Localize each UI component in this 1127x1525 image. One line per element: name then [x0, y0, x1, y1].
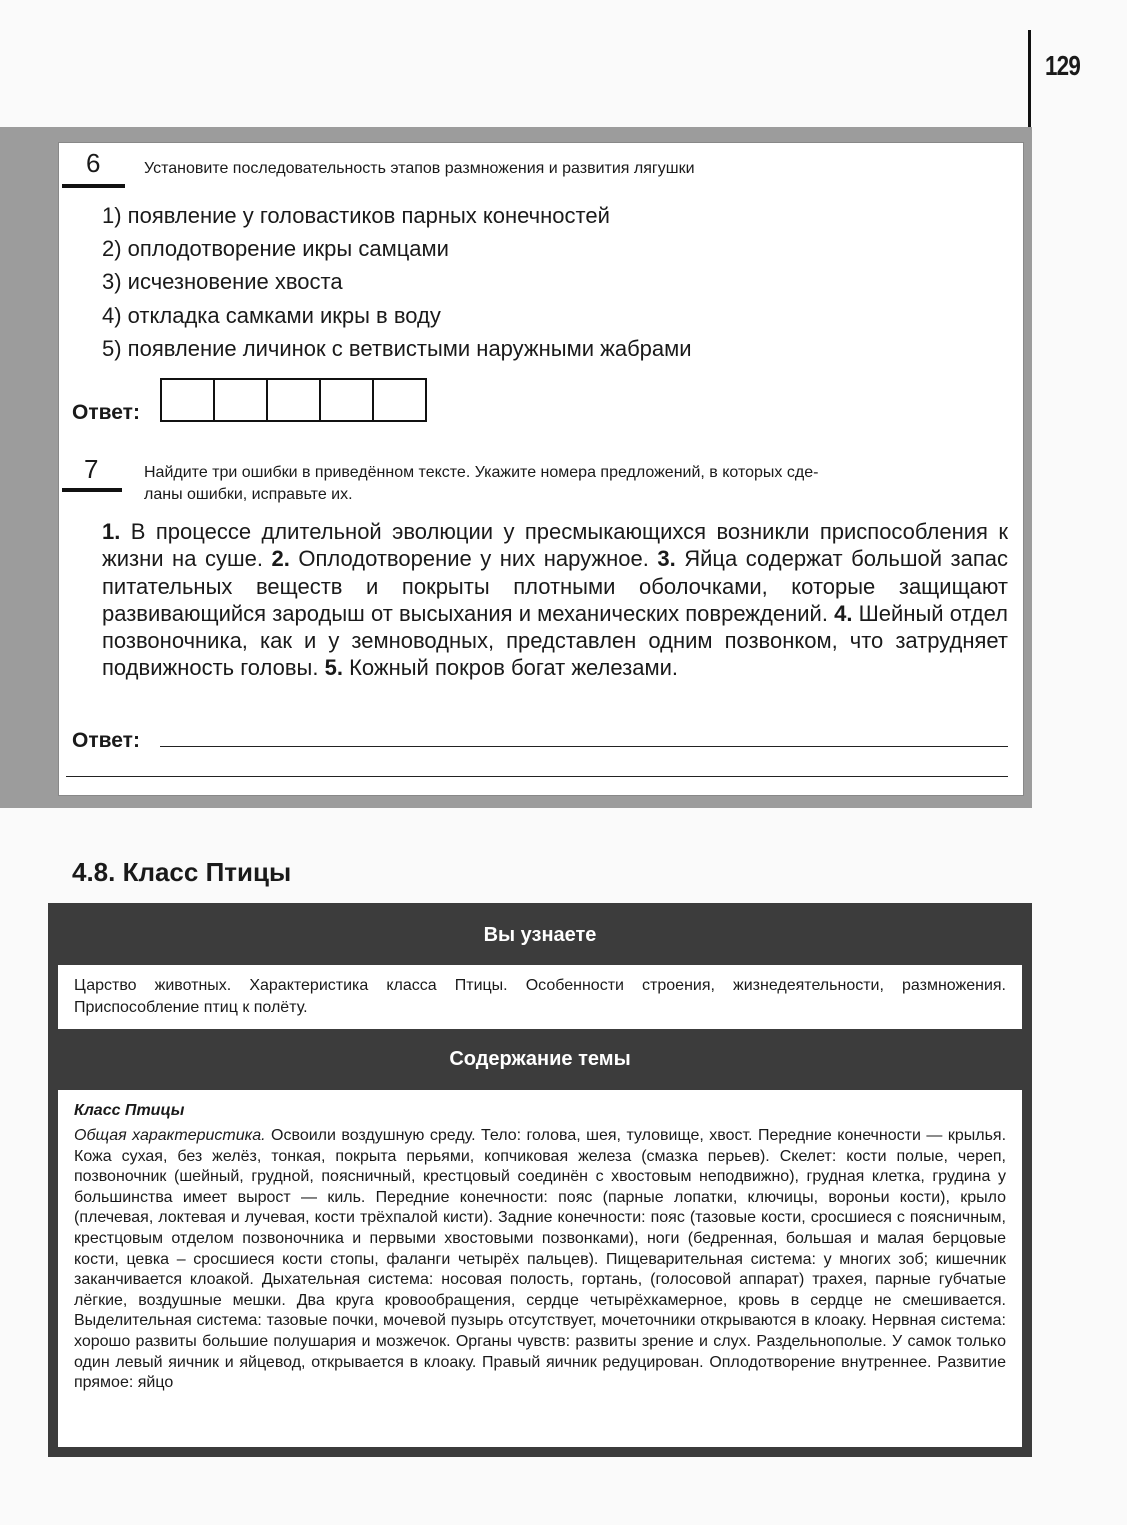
task-7-instruction: Найдите три ошибки в приведённом тексте. Укажите номера предложений, в которых сде-: [144, 464, 819, 481]
content-subheading: Класс Птицы: [74, 1102, 185, 1119]
learn-text: Царство животных. Характеристика класса Птицы. Особенности строения, жизнедеятельности, размножения. Приспособление птиц к полёту.: [74, 977, 1006, 1016]
learn-header: Вы узнаете: [483, 924, 597, 946]
task-7-answer-line[interactable]: [66, 776, 1008, 777]
task-6-option: 4) откладка самками икры в воду: [102, 303, 441, 328]
sentence-text: В процессе длительной эволюции у пресмыкающихся возникли приспособления к жизни на суше.: [102, 519, 1008, 572]
task-6-number: 6: [86, 148, 101, 178]
task-6-option: 1) появление у головастиков парных конечностей: [102, 203, 610, 228]
answer-cell[interactable]: [215, 380, 268, 420]
sentence-text: Кожный покров богат железами.: [349, 655, 678, 681]
task-7-instruction: ланы ошибки, исправьте их.: [144, 486, 353, 503]
task-7-answer-line[interactable]: [160, 746, 1008, 747]
task-7-text: [102, 518, 1008, 682]
sentence-number: 2.: [271, 546, 290, 572]
task-7-answer-label: Ответ:: [72, 729, 140, 752]
sentence-number: 5.: [324, 655, 343, 681]
sentence-number: 4.: [834, 600, 853, 626]
answer-cell[interactable]: [162, 380, 215, 420]
task-6-number-underline: [62, 184, 125, 188]
content-lead: Общая характеристика.: [74, 1127, 266, 1144]
task-6-option: 2) оплодотворение икры самцами: [102, 236, 449, 261]
section-title: 4.8. Класс Птицы: [72, 857, 292, 887]
sentence-text: Оплодотворение у них наружное.: [298, 546, 649, 572]
task-6-answer-label: Ответ:: [72, 401, 140, 424]
answer-cell[interactable]: [321, 380, 374, 420]
task-6-option: 3) исчезновение хвоста: [102, 269, 343, 294]
task-7-number-underline: [62, 488, 122, 492]
page-edge-rule: [1028, 30, 1031, 132]
task-6-instruction: Установите последовательность этапов размножения и развития лягушки: [144, 160, 695, 177]
content-text: Освоили воздушную среду. Тело: голова, шея, туловище, хвост. Передние конечности — крылья. Кожа сухая, без желёз, тонкая, покрыта перьями, копчиковая железа (смазка перьев). Скелет: кости полые, череп, позвоночник (шейный, грудной, поясничный, крестцовый соединён с хвостовым неподвижно), грудная клетка, грудина у большинства имеет вырост — киль. Передние конечности: пояс (парные лопатки, ключицы, вороньи кости), крыло (плечевая, локтевая и лучевая, кости трёхпалой кисти). Задние конечности: пояс (тазовые кости, сросшиеся с поясничным, крестцовым отделом позвоночника и первыми хвостовыми позвонками), ноги (бедренная, большая и малая берцовые кости, цевка – сросшиеся кости стопы, фаланги четырёх пальцев). Пищеварительная система: у многих зоб; кишечник заканчивается клоакой. Дыхательная система: носовая полость, гортань, (голосовой аппарат) трахея, парные губчатые лёгкие, воздушные мешки. Два круга кровообращения, сердце четырёхкамерное, кровь в сердце не смешивается. Выделительная система: тазовые почки, мочевой пузырь отсутствует, мочеточники открываются в клоаку. Нервная система: хорошо развиты большие полушария и мозжечок. Органы чувств: развиты зрение и слух. Раздельнополые. У самок только один левый яичник и яйцевод, открывается в клоаку. Правый яичник редуцирован. Оплодотворение внутреннее. Развитие прямое: яйцо: [74, 1127, 1006, 1392]
sentence-number: 3.: [657, 546, 676, 572]
sentence-text: Шейный отдел позвоночника, как и у земноводных, представлен одним позвонком, что затрудняет подвижность головы.: [102, 600, 1008, 681]
answer-cell[interactable]: [374, 380, 425, 420]
content-body: [74, 1126, 1006, 1442]
sentence-text: Яйца содержат большой запас питательных веществ и покрыты плотными оболочками, которые защищают развивающийся зародыш от высыхания и механических повреждений.: [102, 546, 1008, 626]
task-6-answer-cells[interactable]: [160, 378, 427, 422]
sentence-number: 1.: [102, 519, 121, 544]
content-header: Содержание темы: [449, 1048, 631, 1070]
task-7-number: 7: [84, 454, 99, 484]
page-number: 129: [1045, 50, 1080, 81]
answer-cell[interactable]: [268, 380, 321, 420]
task-6-option: 5) появление личинок с ветвистыми наружными жабрами: [102, 336, 692, 361]
